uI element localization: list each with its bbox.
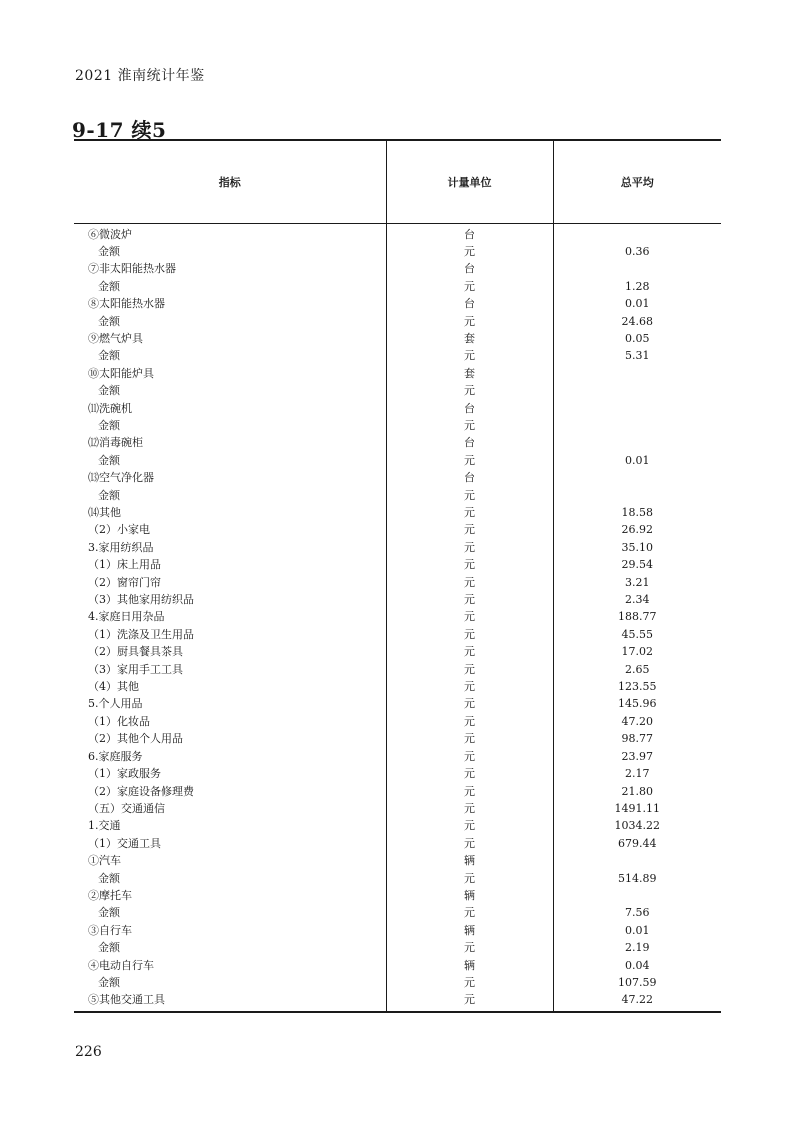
indicator-cell: 金额 <box>98 906 120 920</box>
unit-cell: 元 <box>386 278 553 295</box>
indicator-cell: 3.家用纺织品 <box>88 540 154 554</box>
indicator-cell: （2）小家电 <box>88 523 150 537</box>
indicator-cell: 金额 <box>98 244 120 258</box>
value-cell: 2.17 <box>553 765 721 782</box>
unit-cell: 元 <box>386 591 553 608</box>
unit-cell: 元 <box>386 347 553 364</box>
value-cell <box>553 417 721 434</box>
unit-cell: 元 <box>386 643 553 660</box>
value-cell: 1034.22 <box>553 817 721 834</box>
table-row <box>74 556 721 573</box>
unit-cell: 元 <box>386 748 553 765</box>
table-row <box>74 278 721 295</box>
table-row <box>74 365 721 382</box>
value-cell: 0.04 <box>553 957 721 974</box>
value-cell <box>553 887 721 904</box>
table-row <box>74 939 721 956</box>
value-cell: 98.77 <box>553 730 721 747</box>
column-header-indicator: 指标 <box>74 140 386 223</box>
table-row <box>74 504 721 521</box>
running-head: 2021 淮南统计年鉴 <box>75 68 205 84</box>
value-cell: 23.97 <box>553 748 721 765</box>
unit-cell: 元 <box>386 904 553 921</box>
value-cell: 47.20 <box>553 713 721 730</box>
value-cell: 145.96 <box>553 695 721 712</box>
indicator-cell: 金额 <box>98 453 120 467</box>
unit-cell: 元 <box>386 487 553 504</box>
unit-cell: 辆 <box>386 887 553 904</box>
value-cell: 1.28 <box>553 278 721 295</box>
indicator-cell: ④电动自行车 <box>88 958 154 972</box>
indicator-cell: ③自行车 <box>88 923 132 937</box>
table-row <box>74 347 721 364</box>
value-cell: 21.80 <box>553 783 721 800</box>
unit-cell: 元 <box>386 835 553 852</box>
unit-cell: 元 <box>386 817 553 834</box>
indicator-cell: 金额 <box>98 418 120 432</box>
value-cell <box>553 260 721 277</box>
unit-cell: 元 <box>386 765 553 782</box>
table-row <box>74 852 721 869</box>
unit-cell: 元 <box>386 974 553 991</box>
unit-cell: 元 <box>386 800 553 817</box>
value-cell: 0.01 <box>553 295 721 312</box>
table-row <box>74 539 721 556</box>
table-row <box>74 591 721 608</box>
unit-cell: 元 <box>386 870 553 887</box>
table-row <box>74 434 721 451</box>
indicator-cell: ②摩托车 <box>88 888 132 902</box>
table-row <box>74 313 721 330</box>
indicator-cell: ⑿消毒碗柜 <box>88 436 143 450</box>
indicator-cell: 金额 <box>98 279 120 293</box>
table-row <box>74 521 721 538</box>
table-row <box>74 487 721 504</box>
table-row <box>74 695 721 712</box>
unit-cell: 元 <box>386 452 553 469</box>
unit-cell: 辆 <box>386 922 553 939</box>
unit-cell: 元 <box>386 678 553 695</box>
value-cell: 35.10 <box>553 539 721 556</box>
unit-cell: 台 <box>386 295 553 312</box>
value-cell: 17.02 <box>553 643 721 660</box>
value-cell <box>553 487 721 504</box>
unit-cell: 元 <box>386 521 553 538</box>
statistics-table <box>74 139 721 1013</box>
table-row <box>74 957 721 974</box>
value-cell: 0.05 <box>553 330 721 347</box>
table-row <box>74 800 721 817</box>
unit-cell: 套 <box>386 365 553 382</box>
value-cell: 0.01 <box>553 922 721 939</box>
page-number: 226 <box>75 1044 102 1060</box>
unit-cell: 台 <box>386 469 553 486</box>
table-row <box>74 765 721 782</box>
unit-cell: 元 <box>386 661 553 678</box>
indicator-cell: （1）床上用品 <box>88 558 161 572</box>
unit-cell: 元 <box>386 243 553 260</box>
table-title: 9-17 续5 <box>72 118 167 142</box>
indicator-cell: 金额 <box>98 349 120 363</box>
table-row <box>74 835 721 852</box>
indicator-cell: 1.交通 <box>88 819 121 833</box>
indicator-cell: （2）窗帘门帘 <box>88 575 161 589</box>
table-row <box>74 730 721 747</box>
value-cell <box>553 852 721 869</box>
table-header <box>74 140 721 223</box>
unit-cell: 元 <box>386 783 553 800</box>
table-row <box>74 870 721 887</box>
value-cell: 7.56 <box>553 904 721 921</box>
value-cell: 45.55 <box>553 626 721 643</box>
value-cell: 188.77 <box>553 608 721 625</box>
unit-cell: 元 <box>386 939 553 956</box>
indicator-cell: 6.家庭服务 <box>88 749 143 763</box>
indicator-cell: （1）化妆品 <box>88 714 150 728</box>
value-cell: 3.21 <box>553 574 721 591</box>
indicator-cell: （1）家政服务 <box>88 767 161 781</box>
indicator-cell: ⑧太阳能热水器 <box>88 297 165 311</box>
indicator-cell: （1）洗涤及卫生用品 <box>88 627 194 641</box>
indicator-cell: （3）家用手工工具 <box>88 662 183 676</box>
unit-cell: 元 <box>386 730 553 747</box>
table-row <box>74 783 721 800</box>
indicator-cell: ⒀空气净化器 <box>88 471 154 485</box>
table-row <box>74 713 721 730</box>
table-row <box>74 626 721 643</box>
table-row <box>74 661 721 678</box>
indicator-cell: ①汽车 <box>88 854 121 868</box>
table-row <box>74 817 721 834</box>
value-cell <box>553 400 721 417</box>
indicator-cell: 金额 <box>98 941 120 955</box>
value-cell <box>553 469 721 486</box>
value-cell: 123.55 <box>553 678 721 695</box>
indicator-cell: （1）交通工具 <box>88 836 161 850</box>
value-cell: 2.19 <box>553 939 721 956</box>
table-row <box>74 400 721 417</box>
indicator-cell: （4）其他 <box>88 680 139 694</box>
table-row <box>74 330 721 347</box>
table-row <box>74 243 721 260</box>
indicator-cell: 金额 <box>98 871 120 885</box>
indicator-cell: （五）交通通信 <box>88 801 165 815</box>
table-row <box>74 417 721 434</box>
table-row <box>74 922 721 939</box>
table-row <box>74 382 721 399</box>
table-row <box>74 678 721 695</box>
value-cell: 5.31 <box>553 347 721 364</box>
value-cell: 26.92 <box>553 521 721 538</box>
table-row <box>74 260 721 277</box>
table-row <box>74 991 721 1011</box>
indicator-cell: ⑦非太阳能热水器 <box>88 262 176 276</box>
value-cell: 514.89 <box>553 870 721 887</box>
indicator-cell: （2）厨具餐具茶具 <box>88 645 183 659</box>
value-cell: 107.59 <box>553 974 721 991</box>
unit-cell: 元 <box>386 626 553 643</box>
unit-cell: 台 <box>386 223 553 243</box>
table-row <box>74 295 721 312</box>
indicator-cell: 金额 <box>98 384 120 398</box>
value-cell: 47.22 <box>553 991 721 1011</box>
table-row <box>74 904 721 921</box>
unit-cell: 台 <box>386 260 553 277</box>
unit-cell: 台 <box>386 400 553 417</box>
unit-cell: 台 <box>386 434 553 451</box>
table-row <box>74 223 721 243</box>
unit-cell: 元 <box>386 382 553 399</box>
value-cell: 18.58 <box>553 504 721 521</box>
indicator-cell: 5.个人用品 <box>88 697 143 711</box>
table-row <box>74 974 721 991</box>
indicator-cell: 金额 <box>98 975 120 989</box>
table-row <box>74 887 721 904</box>
unit-cell: 元 <box>386 417 553 434</box>
indicator-cell: ⑾洗碗机 <box>88 401 132 415</box>
table-row <box>74 608 721 625</box>
table-row <box>74 574 721 591</box>
unit-cell: 元 <box>386 539 553 556</box>
indicator-cell: ⑨燃气炉具 <box>88 331 143 345</box>
column-header-unit: 计量单位 <box>386 140 553 223</box>
unit-cell: 元 <box>386 713 553 730</box>
value-cell <box>553 382 721 399</box>
unit-cell: 元 <box>386 313 553 330</box>
unit-cell: 元 <box>386 608 553 625</box>
table-body <box>74 223 721 1012</box>
unit-cell: 元 <box>386 991 553 1011</box>
unit-cell: 元 <box>386 504 553 521</box>
table-row <box>74 748 721 765</box>
value-cell: 24.68 <box>553 313 721 330</box>
unit-cell: 元 <box>386 695 553 712</box>
header-row <box>74 140 721 223</box>
table-row <box>74 643 721 660</box>
indicator-cell: （2）家庭设备修理费 <box>88 784 194 798</box>
value-cell: 0.01 <box>553 452 721 469</box>
value-cell: 0.36 <box>553 243 721 260</box>
value-cell: 1491.11 <box>553 800 721 817</box>
table-row <box>74 452 721 469</box>
unit-cell: 辆 <box>386 852 553 869</box>
unit-cell: 元 <box>386 574 553 591</box>
value-cell <box>553 434 721 451</box>
value-cell <box>553 223 721 243</box>
unit-cell: 套 <box>386 330 553 347</box>
indicator-cell: ⒁其他 <box>88 506 121 519</box>
unit-cell: 辆 <box>386 957 553 974</box>
column-header-average: 总平均 <box>553 140 721 223</box>
indicator-cell: ⑤其他交通工具 <box>74 991 386 1011</box>
value-cell: 679.44 <box>553 835 721 852</box>
indicator-cell: 金额 <box>98 314 120 328</box>
indicator-cell: 4.家庭日用杂品 <box>88 610 165 624</box>
table-row <box>74 469 721 486</box>
value-cell <box>553 365 721 382</box>
indicator-cell: 金额 <box>98 488 120 502</box>
value-cell: 29.54 <box>553 556 721 573</box>
indicator-cell: ⑥微波炉 <box>88 227 132 241</box>
indicator-cell: （3）其他家用纺织品 <box>88 593 194 607</box>
unit-cell: 元 <box>386 556 553 573</box>
indicator-cell: ⑩太阳能炉具 <box>88 366 154 380</box>
indicator-cell: （2）其他个人用品 <box>88 732 183 746</box>
value-cell: 2.34 <box>553 591 721 608</box>
value-cell: 2.65 <box>553 661 721 678</box>
